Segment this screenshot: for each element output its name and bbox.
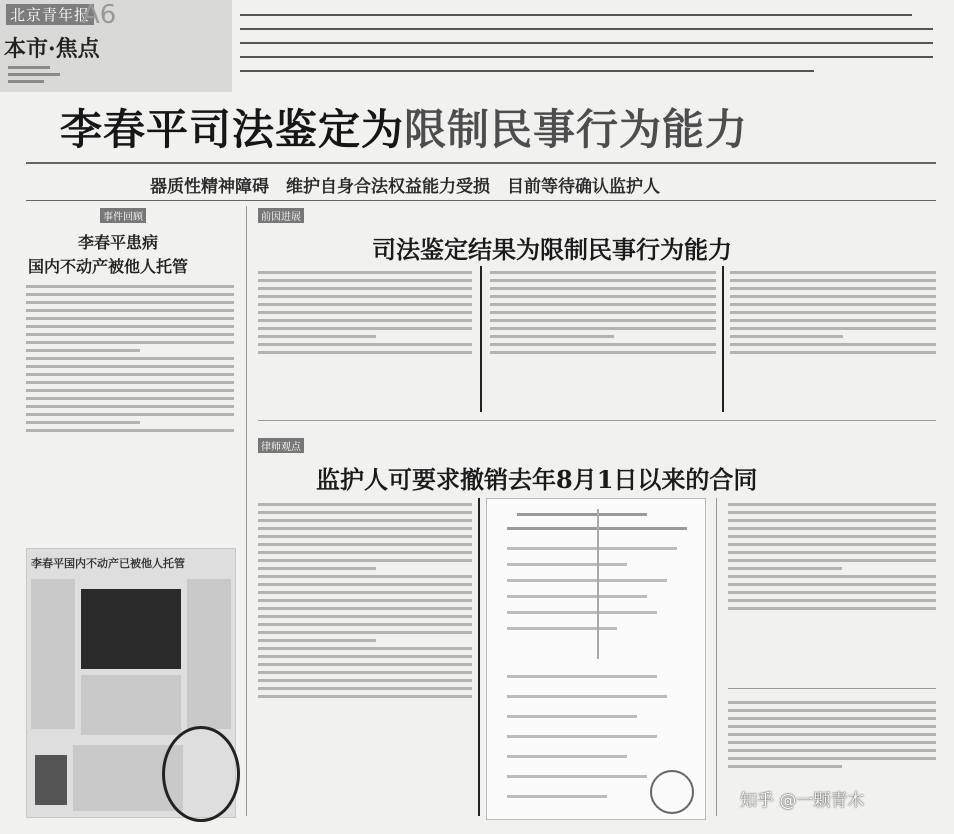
text-line	[258, 575, 472, 578]
text-line	[26, 381, 234, 384]
text-line	[728, 709, 936, 712]
text-line	[728, 567, 842, 570]
text-line	[258, 679, 472, 682]
text-line	[258, 663, 472, 666]
page-number: A6	[82, 0, 117, 30]
text-line	[258, 623, 472, 626]
text-line	[258, 519, 472, 522]
text-line	[490, 271, 716, 274]
text-line	[730, 279, 936, 282]
text-line	[258, 527, 472, 530]
masthead-meta	[8, 62, 68, 86]
text-line	[26, 325, 234, 328]
text-line	[728, 733, 936, 736]
text-line	[730, 303, 936, 306]
text-line	[258, 335, 376, 338]
text-line	[730, 319, 936, 322]
text-line	[26, 365, 234, 368]
text-line	[26, 333, 234, 336]
text-line	[728, 717, 936, 720]
text-line	[258, 351, 472, 354]
subheadline-rule	[26, 200, 936, 201]
highlight-circle	[162, 726, 240, 822]
text-line	[26, 389, 234, 392]
text-line	[26, 285, 234, 288]
lead-paragraph	[240, 8, 940, 88]
text-line	[728, 503, 936, 506]
text-line	[728, 519, 936, 522]
column-divider	[246, 206, 247, 816]
bottom-col-1	[258, 498, 472, 816]
text-line	[728, 757, 936, 760]
bottom-section-title: 监护人可要求撤销去年8月1日以来的合同	[316, 465, 758, 494]
text-line	[730, 271, 936, 274]
text-line	[728, 725, 936, 728]
text-line	[258, 599, 472, 602]
text-line	[490, 287, 716, 290]
text-line	[258, 543, 472, 546]
headline-rule	[26, 162, 936, 164]
text-line	[26, 421, 140, 424]
left-body-text	[26, 280, 234, 520]
text-line	[258, 327, 472, 330]
text-line	[490, 335, 614, 338]
watermark: 知乎 @一颗青木	[740, 791, 865, 811]
text-line	[728, 527, 936, 530]
text-line	[730, 335, 843, 338]
text-line	[728, 511, 936, 514]
text-line	[258, 511, 472, 514]
section-name: 本市·焦点	[4, 36, 100, 62]
top-col-3	[730, 266, 936, 412]
text-line	[258, 647, 472, 650]
text-line	[26, 317, 234, 320]
top-col-2	[490, 266, 716, 412]
left-title-line2: 国内不动产被他人托管	[28, 257, 189, 276]
text-line	[728, 701, 936, 704]
text-line	[490, 351, 716, 354]
text-line	[490, 279, 716, 282]
top-col-1	[258, 266, 472, 412]
text-line	[26, 349, 140, 352]
top-kicker: 前因进展	[258, 208, 304, 223]
text-line	[258, 279, 472, 282]
text-line	[258, 319, 472, 322]
text-line	[490, 343, 716, 346]
text-line	[490, 311, 716, 314]
text-line	[728, 749, 936, 752]
clipping-title: 李春平国内不动产已被他人托管	[31, 557, 185, 570]
bottom-kicker: 律师观点	[258, 438, 304, 453]
text-line	[730, 311, 936, 314]
main-headline	[60, 97, 940, 157]
text-line	[258, 287, 472, 290]
text-line	[258, 551, 472, 554]
text-line	[728, 741, 936, 744]
text-line	[258, 295, 472, 298]
text-line	[490, 303, 716, 306]
text-line	[728, 575, 936, 578]
text-line	[258, 583, 472, 586]
text-line	[258, 615, 472, 618]
text-line	[258, 303, 472, 306]
text-line	[258, 695, 472, 698]
text-line	[728, 583, 936, 586]
text-line	[258, 607, 472, 610]
text-line	[728, 551, 936, 554]
headline-part-b: 限制民事行为能力	[404, 105, 749, 154]
text-line	[728, 535, 936, 538]
text-line	[258, 639, 376, 642]
top-section-title: 司法鉴定结果为限制民事行为能力	[372, 235, 732, 264]
text-line	[258, 535, 472, 538]
text-line	[26, 405, 234, 408]
left-kicker: 事件回顾	[100, 208, 146, 223]
text-line	[728, 543, 936, 546]
text-line	[26, 301, 234, 304]
text-line	[730, 327, 936, 330]
text-line	[728, 765, 842, 768]
text-line	[730, 287, 936, 290]
text-line	[728, 599, 936, 602]
text-line	[26, 293, 234, 296]
text-line	[730, 343, 936, 346]
text-line	[490, 327, 716, 330]
text-line	[258, 271, 472, 274]
text-line	[728, 559, 936, 562]
seal-stamp	[650, 770, 694, 814]
text-line	[728, 607, 936, 610]
text-line	[258, 671, 472, 674]
paper-name: 北京青年报	[6, 4, 94, 25]
text-line	[26, 397, 234, 400]
text-line	[258, 567, 376, 570]
text-line	[490, 295, 716, 298]
text-line	[258, 631, 472, 634]
headline-part-a: 李春平司法鉴定为	[60, 105, 405, 154]
left-title-line1: 李春平患病	[78, 233, 159, 252]
text-line	[258, 503, 472, 506]
text-line	[258, 559, 472, 562]
text-line	[490, 319, 716, 322]
text-line	[26, 341, 234, 344]
text-line	[728, 591, 936, 594]
text-line	[26, 357, 234, 360]
text-line	[26, 373, 234, 376]
text-line	[258, 591, 472, 594]
text-line	[258, 687, 472, 690]
text-line	[26, 413, 234, 416]
bottom-col-3	[728, 498, 936, 682]
text-line	[730, 351, 936, 354]
text-line	[26, 309, 234, 312]
text-line	[26, 429, 234, 432]
text-line	[730, 295, 936, 298]
subheadline: 器质性精神障碍 维护自身合法权益能力受损 目前等待确认监护人	[150, 177, 660, 197]
text-line	[258, 655, 472, 658]
text-line	[258, 343, 472, 346]
text-line	[258, 311, 472, 314]
